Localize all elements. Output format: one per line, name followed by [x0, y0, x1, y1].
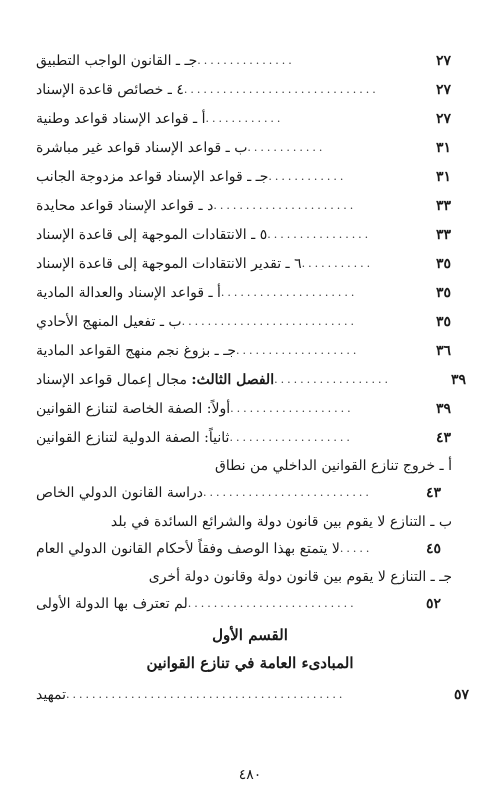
toc-entry-title [30, 369, 274, 391]
toc-entry-title: ب ـ قواعد الإسناد قواعد غير مباشرة [36, 140, 248, 156]
toc-entry-line: أ ـ خروج تنازع القوانين الداخلي من نطاق [215, 458, 452, 474]
dot-leader: .............................. [183, 83, 379, 96]
toc-page-number: ٣٩ [436, 401, 452, 417]
toc-entry-title: أ ـ قواعد الإسناد والعدالة المادية [36, 285, 221, 301]
toc-entry-title: ٥ ـ الانتقادات الموجهة إلى قاعدة الإسناد [36, 227, 268, 243]
dot-leader: ................... [229, 431, 353, 444]
toc-entry-title: لم تعترف بها الدولة الأولى [36, 596, 188, 612]
toc-entry-title: ثانياً: الصفة الدولية لتنازع القوانين [36, 430, 230, 446]
toc-entry-line: جـ ـ التنازع لا يقوم بين قانون دولة وقانون دولة أخرى [148, 569, 452, 585]
toc-page-number: ٣١ [436, 140, 452, 156]
toc-entry [30, 684, 478, 706]
dot-leader: ........... [301, 257, 374, 270]
toc-entry-title: أولاً: الصفة الخاصة لتنازع القوانين [36, 401, 231, 417]
toc-entry-title: جـ ـ القانون الواجب التطبيق [36, 53, 198, 69]
toc-entry [30, 253, 460, 275]
toc-entry-title: د ـ قواعد الإسناد قواعد محايدة [36, 198, 214, 214]
toc-page-number: ٢٧ [436, 82, 452, 98]
toc-page-number: ٥٧ [454, 687, 470, 703]
toc-entry [30, 311, 460, 333]
chapter-label: الفصل الثالث: [191, 372, 275, 388]
dot-leader: .......................... [202, 486, 372, 499]
toc-page-number: ٣٥ [436, 256, 452, 272]
dot-leader: ..... [339, 542, 373, 555]
toc-page-number: ٢٧ [436, 111, 452, 127]
toc-entry [30, 108, 460, 130]
toc-entry-title: جـ ـ قواعد الإسناد قواعد مزدوجة الجانب [36, 169, 269, 185]
toc-page-number: ٤٣ [436, 430, 452, 446]
section-subheading: المبادىء العامة في تنازع القوانين [146, 654, 354, 672]
toc-entry [30, 427, 460, 449]
toc-entry [30, 195, 460, 217]
toc-page-number: ٤٣ [426, 485, 442, 501]
toc-entry-title: تمهيد [36, 687, 67, 703]
toc-entry [30, 340, 460, 362]
dot-leader: ................... [230, 402, 354, 415]
page-number-footer: ٤٨٠ [238, 767, 262, 783]
toc-entry-title: ٤ ـ خصائص قاعدة الإسناد [36, 82, 184, 98]
toc-entry [30, 79, 460, 101]
toc-entry-title: ٦ ـ تقدير الانتقادات الموجهة إلى قاعدة الإسناد [36, 256, 302, 272]
dot-leader: ............... [197, 54, 295, 67]
toc-chapter-entry [30, 369, 475, 391]
chapter-title: مجال إعمال قواعد الإسناد [36, 372, 192, 388]
toc-entry-title: ب ـ تفعيل المنهج الأحادي [36, 314, 182, 330]
toc-page-number: ٣٦ [436, 343, 452, 359]
toc-entry-title: دراسة القانون الدولي الخاص [36, 485, 203, 501]
toc-page-number: ٣٥ [436, 314, 452, 330]
toc-entry [30, 398, 460, 420]
dot-leader: ........................... [181, 315, 358, 328]
toc-entry-title: جـ ـ بزوغ نجم منهج القواعد المادية [36, 343, 236, 359]
toc-page-number: ٣١ [436, 169, 452, 185]
toc-entry [30, 50, 460, 72]
toc-page-number: ٤٥ [426, 541, 442, 557]
toc-entry-title: لا يتمتع بهذا الوصف وفقاً لأحكام القانون الدولي العام [36, 541, 340, 557]
dot-leader: ................... [235, 344, 360, 357]
dot-leader: ........................................... [66, 688, 346, 701]
dot-leader: ................ [267, 228, 372, 241]
toc-entry [30, 166, 460, 188]
toc-entry [30, 137, 460, 159]
toc-entry [30, 538, 450, 560]
toc-page-number: ٣٥ [436, 285, 452, 301]
toc-entry-line: ب ـ التنازع لا يقوم بين قانون دولة والشرائع السائدة في بلد [110, 514, 452, 530]
dot-leader: ..................... [220, 286, 358, 299]
toc-entry-title: أ ـ قواعد الإسناد قواعد وطنية [36, 111, 206, 127]
toc-page-number: ٢٧ [436, 53, 452, 69]
toc-entry [30, 224, 460, 246]
toc-entry [30, 482, 450, 504]
dot-leader: ............ [268, 170, 347, 183]
toc-entry [30, 282, 460, 304]
toc-page-number: ٣٣ [436, 227, 452, 243]
toc-page-number: ٣٩ [451, 372, 467, 388]
dot-leader: .......................... [187, 597, 357, 610]
dot-leader: ............ [205, 112, 284, 125]
dot-leader: ...................... [213, 199, 357, 212]
dot-leader: .................. [274, 373, 392, 386]
section-heading: القسم الأول [212, 626, 288, 644]
dot-leader: ............ [247, 141, 326, 154]
toc-page-number: ٥٢ [426, 596, 442, 612]
toc-page-number: ٣٣ [436, 198, 452, 214]
toc-entry [30, 593, 450, 615]
